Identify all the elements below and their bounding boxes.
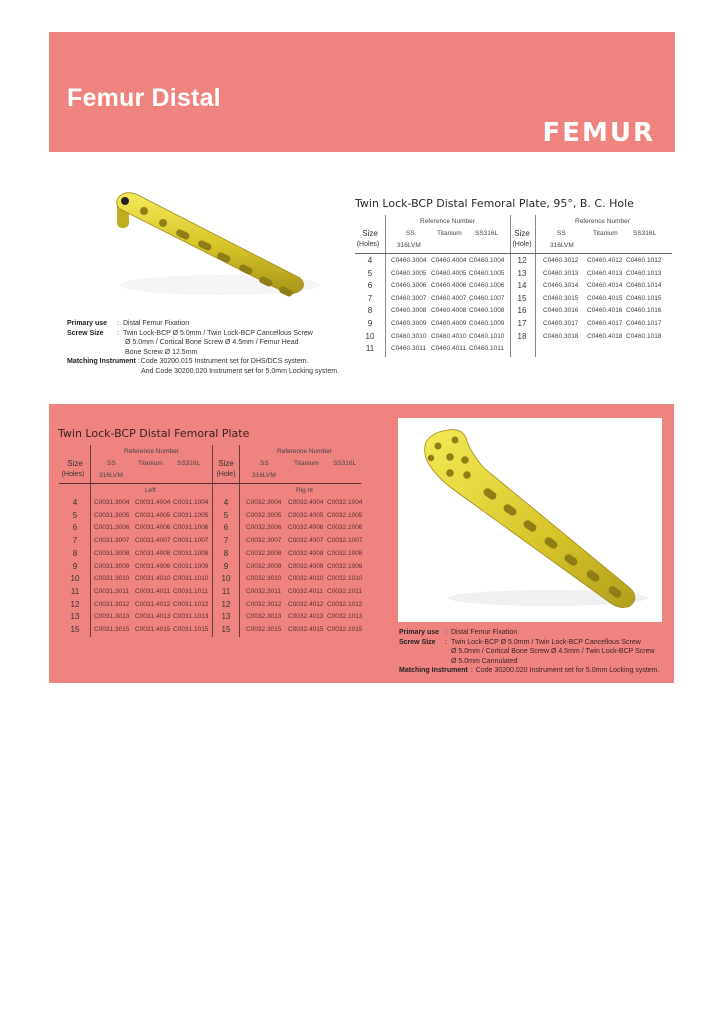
size-unit-header: (Holes) — [61, 471, 85, 478]
ss316l-ref-cell: C0032.1007 — [327, 537, 363, 545]
ss-ref-cell: C0032.3004 — [246, 499, 282, 506]
col-ss316l-header: SS316L — [177, 460, 201, 467]
ss-ref-cell: C0032.3013 — [246, 613, 282, 621]
titanium-ref-cell: C0032.4005 — [288, 511, 324, 519]
screw-size-line-2: Ø 5.0mm / Cortical Bone Screw Ø 4.5mm / Twin Lock-BCP Screw — [451, 648, 655, 655]
ss-ref-cell: C0460.3014 — [543, 282, 579, 290]
ss316l-ref-cell: C0460.1008 — [469, 307, 505, 315]
plate-95-specifications: Primary use : Distal Femur Fixation Screw Size : Twin Lock-BCP Ø 5.0mm / Twin Lock-BCP Cancellous Screw Ø 5.0mm / Cortical Bone Screw Ø 4.5mm / Femur Head Bone Screw Ø 12.5mm Matching Instrument : Code 30200.015 Instrument set for DHS/DCS system. And Code 30200.020 Instrument set for 5.0mm Locking system. — [67, 320, 340, 375]
size-cell: 11 — [221, 586, 231, 596]
titanium-ref-cell: C0031.4007 — [135, 537, 171, 545]
size-cell: 11 — [70, 586, 80, 596]
titanium-ref-cell: C0460.4009 — [431, 320, 467, 327]
titanium-ref-cell: C0031.4004 — [135, 499, 171, 506]
size-cell: 15 — [221, 625, 231, 634]
size-cell: 13 — [70, 612, 80, 622]
ss316l-ref-cell: C0031.1006 — [173, 524, 209, 532]
ss-ref-cell: C0032.3006 — [246, 524, 282, 532]
ss-ref-cell: C0032.3012 — [246, 600, 282, 608]
ss316l-ref-cell: C0460.1007 — [469, 294, 505, 302]
column-divider — [90, 445, 91, 637]
ss-ref-cell: C0460.3009 — [391, 320, 427, 327]
size-cell: 17 — [517, 319, 527, 328]
col-titanium-header: Titanium — [593, 230, 618, 237]
ss316l-ref-cell: C0031.1009 — [173, 562, 209, 570]
size-cell: 7 — [223, 536, 229, 546]
size-cell: 10 — [70, 574, 80, 584]
col-ss-sub-header: 316LVM — [550, 242, 574, 249]
ss-ref-cell: C0460.3013 — [543, 269, 579, 277]
right-side-label: Rig ht — [296, 487, 313, 494]
ss-ref-cell: C0032.3009 — [246, 562, 282, 570]
column-divider — [385, 215, 386, 357]
titanium-ref-cell: C0032.4015 — [288, 626, 324, 633]
anatomic-plate-image — [398, 418, 662, 622]
ss-ref-cell: C0031.3006 — [94, 524, 130, 532]
screw-size-line-1: Twin Lock-BCP Ø 5.0mm / Twin Lock-BCP Cancellous Screw — [450, 638, 641, 646]
size-cell: 15 — [517, 293, 527, 303]
titanium-ref-cell: C0460.4007 — [431, 294, 467, 302]
titanium-ref-cell: C0032.4004 — [288, 499, 324, 506]
ss316l-ref-cell: C0460.1014 — [626, 282, 662, 290]
ss316l-ref-cell: C0031.1015 — [173, 626, 209, 633]
instrument-line-1: Code 30200.015 Instrument set for DHS/DCS system. — [140, 358, 309, 365]
ss-ref-cell: C0031.3013 — [94, 613, 130, 621]
ss316l-ref-cell: C0032.1009 — [327, 562, 363, 570]
size-cell: 13 — [221, 612, 231, 622]
size-cell: 11 — [365, 344, 375, 354]
size-cell: 6 — [223, 523, 229, 533]
size-cell: 9 — [367, 319, 373, 328]
titanium-ref-cell: C0460.4006 — [431, 282, 467, 290]
size-cell: 5 — [223, 510, 229, 520]
page-title: Femur Distal — [67, 84, 221, 112]
ss316l-ref-cell: C0460.1016 — [626, 307, 662, 315]
ss-ref-cell: C0031.3009 — [94, 562, 130, 570]
screw-size-line-1: Twin Lock-BCP Ø 5.0mm / Twin Lock-BCP Cancellous Screw — [122, 329, 313, 337]
titanium-ref-cell: C0460.4005 — [431, 269, 467, 277]
titanium-ref-cell: C0032.4013 — [288, 613, 324, 621]
instrument-line-2: And Code 30200.020 Instrument set for 5.0mm Locking system. — [141, 367, 340, 375]
titanium-ref-cell: C0460.4012 — [587, 257, 623, 264]
matching-instrument-label: Matching Instrument — [67, 358, 136, 365]
header-banner — [49, 32, 675, 152]
col-ss-sub-header: 316LVM — [252, 472, 276, 479]
titanium-ref-cell: C0032.4007 — [288, 537, 324, 545]
reference-number-header: Reference Number — [575, 218, 630, 225]
titanium-ref-cell: C0032.4008 — [288, 549, 324, 557]
titanium-ref-cell: C0031.4005 — [135, 511, 171, 519]
size-cell: 15 — [70, 625, 80, 634]
size-cell: 10 — [221, 574, 231, 584]
col-ss316l-header: SS316L — [633, 230, 657, 237]
column-divider — [212, 445, 213, 637]
ss316l-ref-cell: C0031.1010 — [173, 575, 209, 583]
size-header: Size — [514, 229, 530, 238]
header-underline — [355, 253, 672, 254]
ss-ref-cell: C0460.3012 — [543, 257, 579, 264]
ss-ref-cell: C0032.3005 — [246, 511, 282, 519]
titanium-ref-cell: C0031.4012 — [135, 600, 171, 608]
titanium-ref-cell: C0032.4010 — [288, 575, 324, 583]
screw-size-line-2: Ø 5.0mm / Cortical Bone Screw Ø 4.5mm / Femur Head — [125, 339, 299, 346]
titanium-ref-cell: C0460.4018 — [587, 332, 623, 340]
size-header: Size — [218, 459, 234, 468]
size-cell: 7 — [367, 293, 373, 303]
col-ss316l-header: SS316L — [475, 230, 499, 237]
ss316l-ref-cell: C0031.1012 — [173, 600, 209, 608]
ss316l-ref-cell: C0032.1011 — [327, 587, 362, 595]
ss-ref-cell: C0031.3007 — [94, 537, 130, 545]
size-cell: 8 — [223, 548, 229, 558]
primary-use-value: Distal Femur Fixation — [122, 320, 190, 327]
titanium-ref-cell: C0031.4015 — [135, 626, 171, 633]
size-cell: 8 — [367, 306, 373, 316]
ss316l-ref-cell: C0032.1004 — [327, 499, 363, 506]
ss316l-ref-cell: C0032.1015 — [327, 626, 363, 633]
titanium-ref-cell: C0031.4011 — [135, 587, 170, 595]
ss-ref-cell: C0031.3004 — [94, 499, 130, 506]
ss316l-ref-cell: C0460.1011 — [469, 345, 504, 353]
ss-ref-cell: C0460.3010 — [391, 332, 427, 340]
titanium-ref-cell: C0031.4013 — [135, 613, 171, 621]
ss-ref-cell: C0460.3017 — [543, 320, 579, 327]
size-cell: 4 — [367, 256, 373, 265]
size-unit-header: (Hole) — [216, 471, 236, 478]
col-ss-sub-header: 316LVM — [397, 242, 421, 249]
ss-ref-cell: C0031.3011 — [94, 587, 129, 595]
screw-size-line-3: Ø 5.0mm Cannulated — [451, 657, 518, 665]
col-ss-header: SS — [107, 460, 116, 467]
size-cell: 18 — [517, 331, 527, 341]
plate-95-image — [100, 180, 330, 320]
col-ss-header: SS — [260, 460, 269, 467]
size-cell: 12 — [517, 256, 527, 265]
titanium-ref-cell: C0460.4014 — [587, 282, 623, 290]
anatomic-plate-reference-table — [59, 445, 369, 675]
size-cell: 16 — [517, 306, 527, 316]
titanium-ref-cell: C0032.4011 — [288, 587, 323, 595]
ss-ref-cell: C0460.3007 — [391, 294, 427, 302]
header-underline — [59, 483, 361, 484]
ss316l-ref-cell: C0460.1009 — [469, 320, 505, 327]
ss316l-ref-cell: C0032.1013 — [327, 613, 363, 621]
ss316l-ref-cell: C0460.1012 — [626, 257, 662, 264]
ss316l-ref-cell: C0031.1005 — [173, 511, 209, 519]
column-divider — [239, 445, 240, 637]
titanium-ref-cell: C0460.4010 — [431, 332, 467, 340]
ss316l-ref-cell: C0460.1005 — [469, 269, 505, 277]
anatomic-plate-section — [49, 404, 674, 683]
reference-number-header: Reference Number — [277, 448, 332, 455]
size-cell: 10 — [365, 331, 375, 341]
ss316l-ref-cell: C0460.1013 — [626, 269, 662, 277]
col-ss-sub-header: 316LVM — [99, 472, 123, 479]
instrument-line-1: Code 30200.020 Instrument set for 5.0mm Locking system. — [475, 667, 660, 674]
size-cell: 5 — [367, 268, 373, 278]
primary-use-label: Primary use — [399, 629, 440, 636]
titanium-ref-cell: C0460.4016 — [587, 307, 623, 315]
left-side-label: Left — [145, 487, 156, 494]
titanium-ref-cell: C0032.4012 — [288, 600, 324, 608]
ss316l-ref-cell: C0460.1015 — [626, 294, 662, 302]
ss316l-ref-cell: C0460.1010 — [469, 332, 505, 340]
ss316l-ref-cell: C0032.1010 — [327, 575, 363, 583]
plate-95-reference-table — [355, 215, 675, 360]
size-cell: 4 — [223, 498, 229, 507]
size-cell: 9 — [223, 561, 229, 571]
col-ss316l-header: SS316L — [333, 460, 357, 467]
titanium-ref-cell: C0460.4008 — [431, 307, 467, 315]
ss316l-ref-cell: C0460.1004 — [469, 257, 505, 264]
ss316l-ref-cell: C0031.1011 — [173, 587, 208, 595]
size-cell: 6 — [72, 523, 78, 533]
matching-instrument-label: Matching Instrument — [399, 667, 468, 674]
screw-size-line-3: Bone Screw Ø 12.5mm — [125, 348, 198, 356]
size-cell: 14 — [517, 281, 527, 291]
ss-ref-cell: C0460.3006 — [391, 282, 427, 290]
size-cell: 8 — [72, 548, 78, 558]
ss-ref-cell: C0031.3015 — [94, 626, 130, 633]
size-cell: 13 — [517, 268, 527, 278]
ss316l-ref-cell: C0031.1013 — [173, 613, 209, 621]
ss-ref-cell: C0031.3005 — [94, 511, 130, 519]
ss-ref-cell: C0032.3015 — [246, 626, 282, 633]
ss-ref-cell: C0460.3008 — [391, 307, 427, 315]
anatomic-plate-specifications: Primary use : Distal Femur Fixation Screw Size : Twin Lock-BCP Ø 5.0mm / Twin Lock-BCP Cancellous Screw Ø 5.0mm / Cortical Bone Screw Ø 4.5mm / Twin Lock-BCP Screw Ø 5.0mm Cannulated Matching Instrument : Code 30200.020 Instrument set for 5.0mm Locking system. — [399, 629, 660, 674]
titanium-ref-cell: C0460.4017 — [587, 320, 623, 327]
ss316l-ref-cell: C0031.1007 — [173, 537, 209, 545]
ss-ref-cell: C0460.3005 — [391, 269, 427, 277]
col-ss-header: SS — [557, 230, 566, 237]
ss316l-ref-cell: C0460.1006 — [469, 282, 505, 290]
ss-ref-cell: C0460.3016 — [543, 307, 579, 315]
size-cell: 12 — [221, 599, 231, 609]
size-cell: 5 — [72, 510, 78, 520]
titanium-ref-cell: C0031.4010 — [135, 575, 171, 583]
titanium-ref-cell: C0032.4006 — [288, 524, 324, 532]
column-divider — [535, 215, 536, 357]
titanium-ref-cell: C0460.4004 — [431, 257, 467, 264]
screw-size-label: Screw Size — [67, 329, 104, 337]
ss316l-ref-cell: C0032.1005 — [327, 511, 363, 519]
titanium-ref-cell: C0031.4006 — [135, 524, 171, 532]
size-cell: 12 — [70, 599, 80, 609]
size-header: Size — [362, 229, 378, 238]
ss-ref-cell: C0031.3008 — [94, 549, 130, 557]
ss316l-ref-cell: C0031.1008 — [173, 549, 209, 557]
col-titanium-header: Titanium — [294, 460, 319, 467]
col-ss-header: SS — [406, 230, 415, 237]
ss-ref-cell: C0032.3010 — [246, 575, 282, 583]
reference-number-header: Reference Number — [124, 448, 179, 455]
size-cell: 6 — [367, 281, 373, 291]
ss-ref-cell: C0032.3007 — [246, 537, 282, 545]
primary-use-value: Distal Femur Fixation — [450, 629, 518, 636]
ss-ref-cell: C0460.3004 — [391, 257, 427, 264]
plate-95-table-title: Twin Lock-BCP Distal Femoral Plate, 95°, B. C. Hole — [355, 197, 634, 210]
ss-ref-cell: C0460.3011 — [391, 345, 426, 353]
size-cell: 9 — [72, 561, 78, 571]
col-titanium-header: Titanium — [138, 460, 163, 467]
size-cell: 7 — [72, 536, 78, 546]
col-titanium-header: Titanium — [437, 230, 462, 237]
size-cell: 4 — [72, 498, 78, 507]
titanium-ref-cell: C0460.4011 — [431, 345, 466, 353]
ss-ref-cell: C0460.3018 — [543, 332, 579, 340]
size-header: Size — [67, 459, 83, 468]
reference-number-header: Reference Number — [420, 218, 475, 225]
category-tag: FEMUR — [542, 118, 655, 148]
ss316l-ref-cell: C0460.1018 — [626, 332, 662, 340]
anatomic-plate-table-title: Twin Lock-BCP Distal Femoral Plate — [58, 427, 250, 440]
ss-ref-cell: C0032.3011 — [246, 587, 281, 595]
titanium-ref-cell: C0031.4009 — [135, 562, 171, 570]
screw-size-label: Screw Size — [399, 638, 436, 646]
ss316l-ref-cell: C0032.1008 — [327, 549, 363, 557]
titanium-ref-cell: C0460.4013 — [587, 269, 623, 277]
titanium-ref-cell: C0460.4015 — [587, 294, 623, 302]
ss-ref-cell: C0031.3012 — [94, 600, 130, 608]
ss-ref-cell: C0031.3010 — [94, 575, 130, 583]
size-unit-header: (Hole) — [512, 241, 532, 248]
primary-use-label: Primary use — [67, 320, 108, 327]
ss316l-ref-cell: C0032.1006 — [327, 524, 363, 532]
ss316l-ref-cell: C0031.1004 — [173, 499, 209, 506]
titanium-ref-cell: C0031.4008 — [135, 549, 171, 557]
ss-ref-cell: C0032.3008 — [246, 549, 282, 557]
size-unit-header: (Holes) — [356, 241, 380, 248]
ss316l-ref-cell: C0032.1012 — [327, 600, 363, 608]
titanium-ref-cell: C0032.4009 — [288, 562, 324, 570]
ss-ref-cell: C0460.3015 — [543, 294, 579, 302]
ss316l-ref-cell: C0460.1017 — [626, 320, 662, 327]
